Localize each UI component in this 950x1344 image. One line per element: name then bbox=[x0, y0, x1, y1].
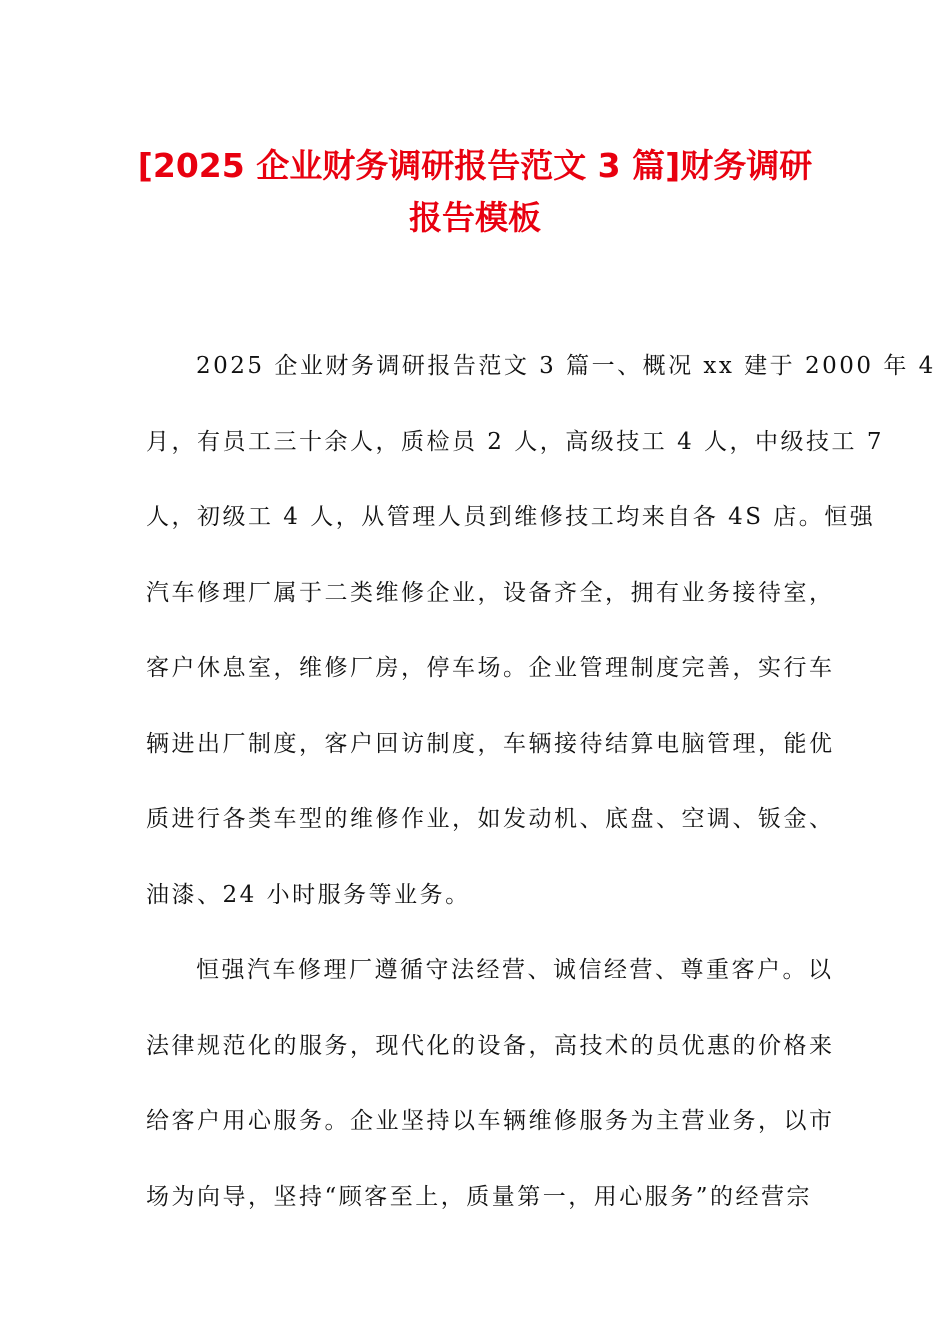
paragraph-2 bbox=[146, 933, 835, 1235]
paragraph-2-line: 恒强汽车修理厂遵循守法经营、诚信经营、尊重客户。以 bbox=[196, 957, 834, 983]
document-title bbox=[120, 140, 830, 244]
paragraph-1 bbox=[146, 329, 936, 933]
paragraph-1-line: 客户休息室，维修厂房，停车场。企业管理制度完善，实行车 bbox=[146, 655, 835, 681]
paragraph-1-line: 人，初级工 4 人，从管理人员到维修技工均来自各 4S 店。恒强 bbox=[146, 504, 876, 530]
document-body bbox=[146, 329, 936, 1235]
paragraph-1-line: 月，有员工三十余人，质检员 2 人，高级技工 4 人，中级技工 7 bbox=[146, 428, 884, 455]
paragraph-2-line: 给客户用心服务。企业坚持以车辆维修服务为主营业务，以市 bbox=[146, 1108, 835, 1134]
title-line-2: 报告模板 bbox=[409, 198, 541, 237]
paragraph-1-line: 质进行各类车型的维修作业，如发动机、底盘、空调、钣金、 bbox=[146, 806, 835, 832]
paragraph-1-line: 辆进出厂制度，客户回访制度，车辆接待结算电脑管理，能优 bbox=[146, 730, 835, 757]
paragraph-1-line: 2025 企业财务调研报告范文 3 篇一、概况 xx 建于 2000 年 4 bbox=[196, 353, 936, 379]
title-line-1: [2025 企业财务调研报告范文 3 篇]财务调研 bbox=[137, 146, 813, 185]
paragraph-2-line: 法律规范化的服务，现代化的设备，高技术的员优惠的价格来 bbox=[146, 1032, 835, 1059]
paragraph-2-line: 场为向导，坚持“顾客至上，质量第一，用心服务”的经营宗 bbox=[146, 1183, 813, 1210]
paragraph-1-line: 油漆、24 小时服务等业务。 bbox=[146, 881, 471, 908]
paragraph-1-line: 汽车修理厂属于二类维修企业，设备齐全，拥有业务接待室， bbox=[146, 579, 835, 606]
